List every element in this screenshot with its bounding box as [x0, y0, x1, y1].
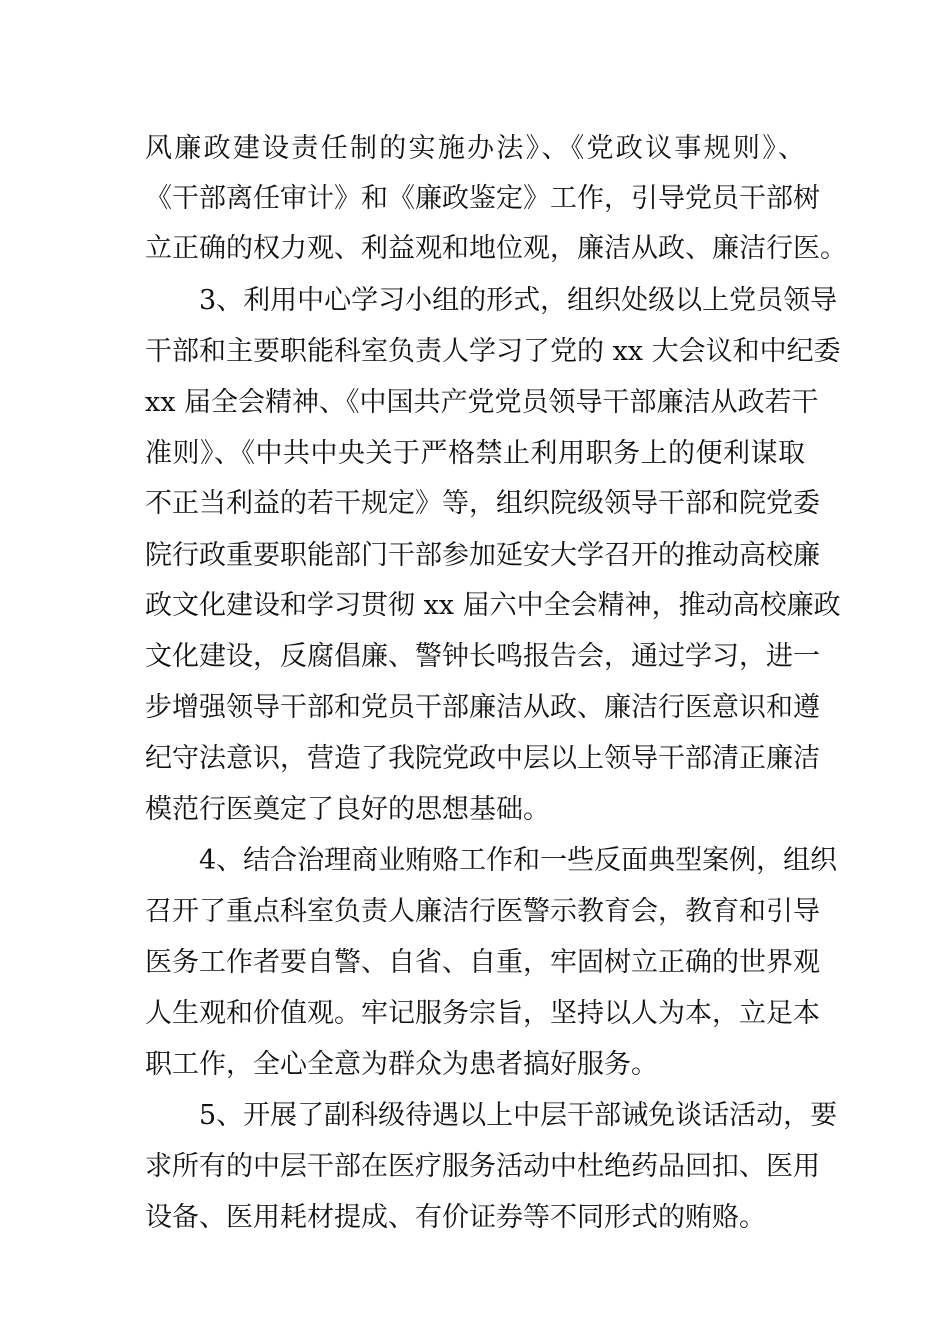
text-line: 医务工作者要自警、自省、自重，牢固树立正确的世界观 [145, 947, 820, 978]
paragraph-first-line: 4、结合治理商业贿赂工作和一些反面典型案例，组织 [199, 845, 838, 876]
paragraph-first-line: 5、开展了副科级待遇以上中层干部诫免谈话活动，要 [199, 1100, 838, 1131]
text-line: 纪守法意识，营造了我院党政中层以上领导干部清正廉洁 [145, 743, 820, 774]
text-line: 模范行医奠定了良好的思想基础。 [145, 794, 550, 825]
text-line: 立正确的权力观、利益观和地位观，廉洁从政、廉洁行医。 [145, 233, 847, 264]
text-line: 准则》、《中共中央关于严格禁止利用职务上的便利谋取 [145, 438, 805, 469]
text-line: 召开了重点科室负责人廉洁行医警示教育会，教育和引导 [145, 896, 820, 927]
text-line: 人生观和价值观。牢记服务宗旨，坚持以人为本，立足本 [145, 998, 820, 1029]
text-line: 步增强领导干部和党员干部廉洁从政、廉洁行医意识和遵 [145, 692, 820, 723]
text-line: 职工作，全心全意为群众为患者搞好服务。 [145, 1049, 658, 1080]
text-line: 风廉政建设责任制的实施办法》、《党政议事规则》、 [145, 133, 805, 164]
paragraph-first-line: 3、利用中心学习小组的形式，组织处级以上党员领导 [199, 285, 838, 316]
text-line: xx 届全会精神、《中国共产党党员领导干部廉洁从政若干 [145, 387, 819, 418]
text-line: 干部和主要职能科室负责人学习了党的 xx 大会议和中纪委 [145, 336, 841, 367]
text-line: 《干部离任审计》和《廉政鉴定》工作，引导党员干部树 [145, 183, 820, 214]
text-line: 求所有的中层干部在医疗服务活动中杜绝药品回扣、医用 [145, 1151, 820, 1182]
text-line: 院行政重要职能部门干部参加延安大学召开的推动高校廉 [145, 540, 820, 571]
text-line: 不正当利益的若干规定》等，组织院级领导干部和院党委 [145, 488, 820, 519]
text-line: 设备、医用耗材提成、有价证券等不同形式的贿赂。 [145, 1202, 766, 1233]
text-line: 政文化建设和学习贯彻 xx 届六中全会精神，推动高校廉政 [145, 590, 841, 621]
text-line: 文化建设，反腐倡廉、警钟长鸣报告会，通过学习，进一 [145, 641, 820, 672]
